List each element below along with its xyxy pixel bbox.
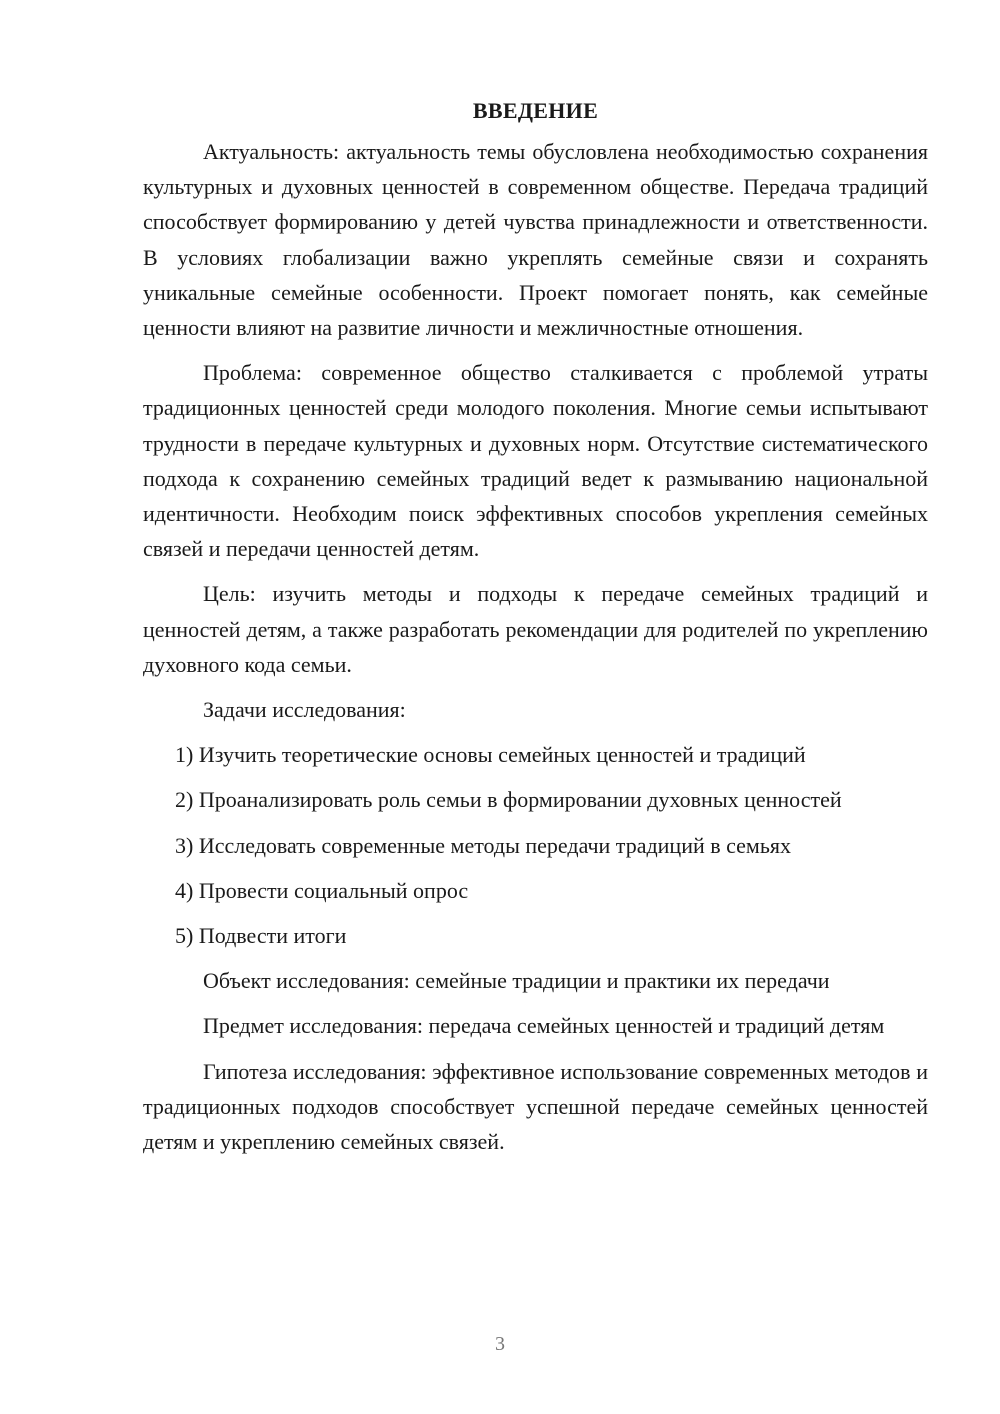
object-paragraph: Объект исследования: семейные традиции и практики их передачи [203,968,830,994]
task-item: 1) Изучить теоретические основы семейных ценностей и традиций [175,742,806,768]
subject-paragraph: Предмет исследования: передача семейных ценностей и традиций детям [203,1013,885,1039]
problem-paragraph: Проблема: современное общество сталкивается с проблемой утраты традиционных ценностей среди молодого поколения. Многие семьи испытывают трудности в передаче культурных и духовных норм. Отсутствие систематического подхода к сохранению семейных традиций ведет к размыванию национальной идентичности. Необходим поиск эффективных способов укрепления семейных связей и передачи ценностей детям. [143,360,928,562]
task-item: 2) Проанализировать роль семьи в формировании духовных ценностей [175,787,842,813]
tasks-title: Задачи исследования: [203,697,406,723]
hypothesis-paragraph: Гипотеза исследования: эффективное использование современных методов и традиционных подходов способствует успешной передаче семейных ценностей детям и укреплению семейных связей. [143,1058,928,1155]
task-item: 5) Подвести итоги [175,923,347,949]
section-heading: ВВЕДЕНИЕ [472,98,599,123]
task-item: 3) Исследовать современные методы передачи традиций в семьях [175,832,791,858]
page-number: 3 [495,1333,505,1355]
relevance-paragraph: Актуальность: актуальность темы обусловлена необходимостью сохранения культурных и духовных ценностей в современном обществе. Передача традиций способствует формированию у детей чувства принадлежности и ответственности. В условиях глобализации важно укреплять семейные связи и сохранять уникальные семейные особенности. Проект помогает понять, как семейные ценности влияют на развитие личности и межличностные отношения. [143,139,928,341]
document-page [143,96,928,1169]
task-item: 4) Провести социальный опрос [175,877,469,903]
goal-paragraph: Цель: изучить методы и подходы к передаче семейных традиций и ценностей детям, а также разработать рекомендации для родителей по укреплению духовного кода семьи. [143,581,928,677]
